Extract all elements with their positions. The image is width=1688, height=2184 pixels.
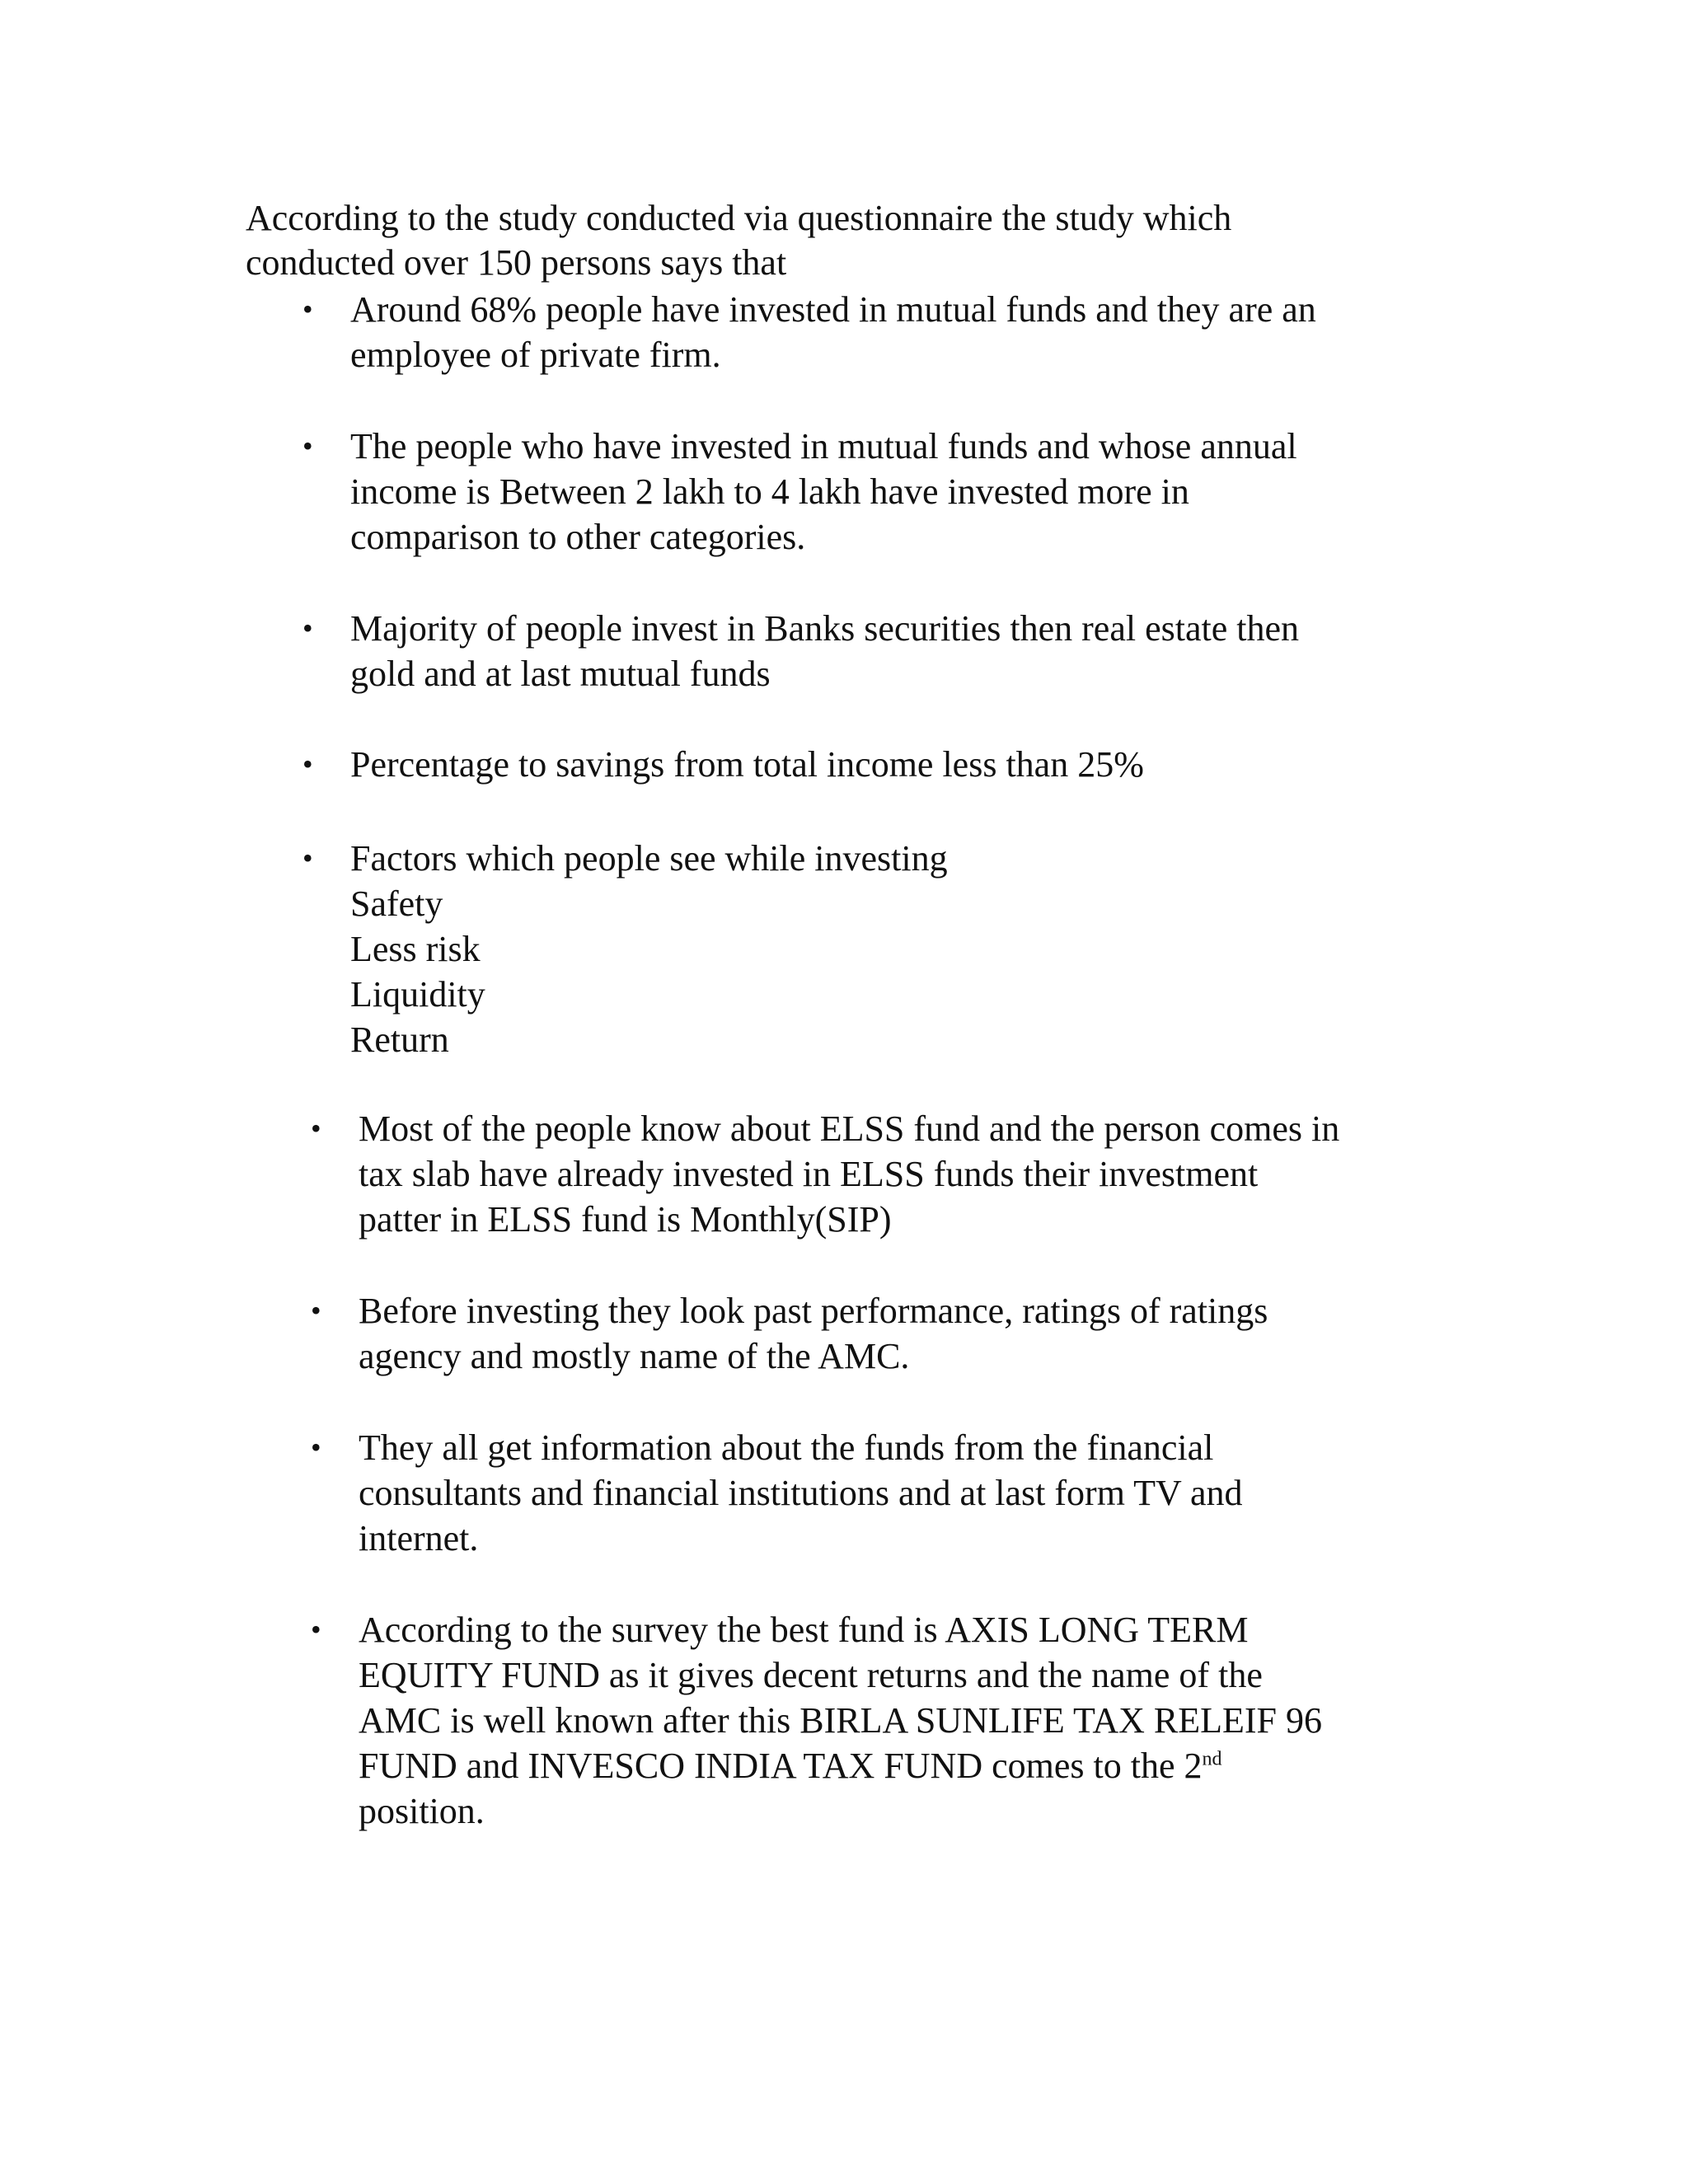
list-item-line: Majority of people invest in Banks securities then real estate then xyxy=(350,608,1300,649)
list-item-line: employee of private firm. xyxy=(350,335,721,375)
list-item-line: Return xyxy=(350,1019,449,1060)
list-item-line: According to the survey the best fund is AXIS LONG TERM xyxy=(359,1610,1249,1650)
bullet-icon: • xyxy=(302,748,313,780)
intro-paragraph xyxy=(246,196,1400,285)
list-item-line: internet. xyxy=(359,1518,479,1558)
list-item xyxy=(311,1607,1322,1834)
list-item-line: AMC is well known after this BIRLA SUNLIFE TAX RELEIF 96 xyxy=(359,1700,1322,1741)
bullet-icon: • xyxy=(311,1613,321,1646)
bullet-icon: • xyxy=(311,1294,321,1327)
list-item xyxy=(302,424,1297,560)
list-item xyxy=(311,1288,1268,1379)
list-item-line: Most of the people know about ELSS fund and the person comes in xyxy=(359,1108,1340,1149)
bullet-icon: • xyxy=(302,293,313,326)
bullet-icon: • xyxy=(302,841,313,874)
bullet-icon: • xyxy=(302,429,313,462)
list-item-line: The people who have invested in mutual funds and whose annual xyxy=(350,426,1297,466)
list-item-line: position. xyxy=(359,1791,485,1831)
list-item xyxy=(302,742,1144,787)
list-item-line: agency and mostly name of the AMC. xyxy=(359,1336,910,1376)
bullet-icon: • xyxy=(302,612,313,644)
bullet-icon: • xyxy=(311,1112,321,1145)
list-item xyxy=(302,287,1316,377)
list-item xyxy=(302,836,948,1062)
list-item-line: Percentage to savings from total income less than 25% xyxy=(350,744,1144,785)
list-item-line: EQUITY FUND as it gives decent returns and the name of the xyxy=(359,1655,1263,1695)
list-item-line xyxy=(359,1743,1322,1788)
list-item-line: Less risk xyxy=(350,929,481,969)
list-item-line: Liquidity xyxy=(350,974,485,1015)
list-item xyxy=(311,1106,1340,1242)
list-item-line: consultants and financial institutions and at last form TV and xyxy=(359,1473,1243,1513)
list-item-line: Before investing they look past performance, ratings of ratings xyxy=(359,1291,1268,1331)
intro-line: According to the study conducted via questionnaire the study which xyxy=(246,198,1232,238)
list-item-line: gold and at last mutual funds xyxy=(350,654,771,694)
intro-line: conducted over 150 persons says that xyxy=(246,242,787,283)
list-item-line: Around 68% people have invested in mutual funds and they are an xyxy=(350,289,1316,330)
ordinal-superscript: nd xyxy=(1202,1748,1222,1770)
bullet-icon: • xyxy=(311,1431,321,1464)
list-item-text: FUND and INVESCO INDIA TAX FUND comes to the 2 xyxy=(359,1746,1203,1786)
list-item-line: Factors which people see while investing xyxy=(350,838,948,879)
list-item xyxy=(302,606,1300,696)
list-item-line: patter in ELSS fund is Monthly(SIP) xyxy=(359,1199,892,1240)
list-item-line: comparison to other categories. xyxy=(350,517,806,557)
list-item-line: tax slab have already invested in ELSS funds their investment xyxy=(359,1154,1259,1194)
list-item-line: They all get information about the funds from the financial xyxy=(359,1427,1214,1468)
list-item-line: Safety xyxy=(350,883,443,924)
list-item-line: income is Between 2 lakh to 4 lakh have invested more in xyxy=(350,471,1189,512)
list-item xyxy=(311,1425,1243,1561)
